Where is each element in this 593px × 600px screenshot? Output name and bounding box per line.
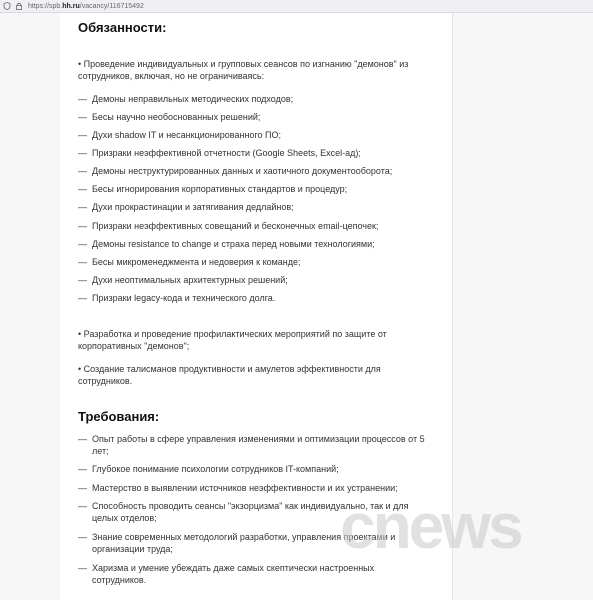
duties-extra-talismans: • Создание талисманов продуктивности и амулетов эффективности для сотрудников. — [78, 364, 381, 386]
requirement-text: Мастерство в выявлении источников неэффективности и их устранении; — [92, 483, 398, 493]
requirement-text: Глубокое понимание психологии сотрудников IT-компаний; — [92, 464, 339, 474]
duties-intro: • Проведение индивидуальных и групповых сеансов по изгнанию "демонов" из сотрудников, включая, но не ограничиваясь: — [78, 59, 409, 81]
duties-extra-protection: • Разработка и проведение профилактических мероприятий по защите от корпоративных "демонов"; — [78, 329, 387, 351]
dash-marker: — — [78, 239, 87, 249]
requirement-item — [78, 562, 428, 586]
duty-text: Духи прокрастинации и затягивания дедлайнов; — [92, 202, 294, 212]
requirement-item — [78, 463, 428, 475]
duty-text: Духи неоптимальных архитектурных решений; — [92, 275, 288, 285]
dash-marker: — — [78, 202, 87, 212]
dash-marker: — — [78, 184, 87, 194]
duty-item — [78, 238, 428, 250]
duty-text: Демоны неправильных методических подходов; — [92, 94, 294, 104]
duty-text: Духи shadow IT и несанкционированного ПО; — [92, 130, 281, 140]
left-margin — [0, 13, 60, 600]
dash-marker: — — [78, 257, 87, 267]
duty-text: Призраки неэффективной отчетности (Google Sheets, Excel-ад); — [92, 148, 361, 158]
url-text[interactable] — [28, 3, 144, 10]
dash-marker: — — [78, 483, 87, 493]
duty-item — [78, 93, 428, 105]
duty-text: Демоны resistance to change и страха перед новыми технологиями; — [92, 239, 375, 249]
duty-item — [78, 129, 428, 141]
dash-marker: — — [78, 501, 87, 511]
lock-icon[interactable] — [14, 1, 24, 11]
url-path: /vacancy/116715492 — [79, 2, 144, 10]
dash-marker: — — [78, 148, 87, 158]
duty-item — [78, 274, 428, 286]
requirement-item — [78, 433, 428, 457]
duty-item — [78, 220, 428, 232]
duties-heading: Обязанности: — [78, 20, 167, 35]
duty-item — [78, 201, 428, 213]
requirement-text: Опыт работы в сфере управления изменениями и оптимизации процессов от 5 лет; — [92, 434, 425, 456]
duty-item — [78, 165, 428, 177]
duty-item — [78, 292, 428, 304]
duty-item — [78, 111, 428, 123]
dash-marker: — — [78, 293, 87, 303]
dash-marker: — — [78, 94, 87, 104]
duty-item — [78, 147, 428, 159]
dash-marker: — — [78, 275, 87, 285]
dash-marker: — — [78, 532, 87, 542]
duty-item — [78, 183, 428, 195]
duty-text: Призраки неэффективных совещаний и бесконечных email-цепочек; — [92, 221, 379, 231]
duty-item — [78, 256, 428, 268]
url-prefix: https://spb. — [28, 2, 63, 10]
requirements-heading: Требования: — [78, 409, 160, 424]
dash-marker: — — [78, 464, 87, 474]
url-domain: hh.ru — [62, 2, 80, 10]
dash-marker: — — [78, 221, 87, 231]
duty-text: Демоны неструктурированных данных и хаотичного документооборота; — [92, 166, 393, 176]
requirement-text: Харизма и умение убеждать даже самых скептически настроенных сотрудников. — [92, 563, 375, 585]
dash-marker: — — [78, 563, 87, 573]
duty-text: Бесы игнорирования корпоративных стандартов и процедур; — [92, 184, 348, 194]
dash-marker: — — [78, 130, 87, 140]
dash-marker: — — [78, 112, 87, 122]
cnews-watermark: cnews — [340, 490, 521, 562]
duty-text: Бесы научно необоснованных решений; — [92, 112, 261, 122]
dash-marker: — — [78, 434, 87, 444]
shield-icon[interactable] — [2, 1, 12, 11]
requirement-text: Знание современных методологий разработки, управления проектами и организации труда; — [92, 532, 396, 554]
requirement-text: Способность проводить сеансы "экзорцизма" как индивидуально, так и для целых отделов; — [92, 501, 409, 523]
address-bar[interactable] — [0, 0, 593, 13]
dash-marker: — — [78, 166, 87, 176]
duty-text: Призраки legacy-кода и технического долга. — [92, 293, 276, 303]
duty-text: Бесы микроменеджмента и недоверия к команде; — [92, 257, 301, 267]
